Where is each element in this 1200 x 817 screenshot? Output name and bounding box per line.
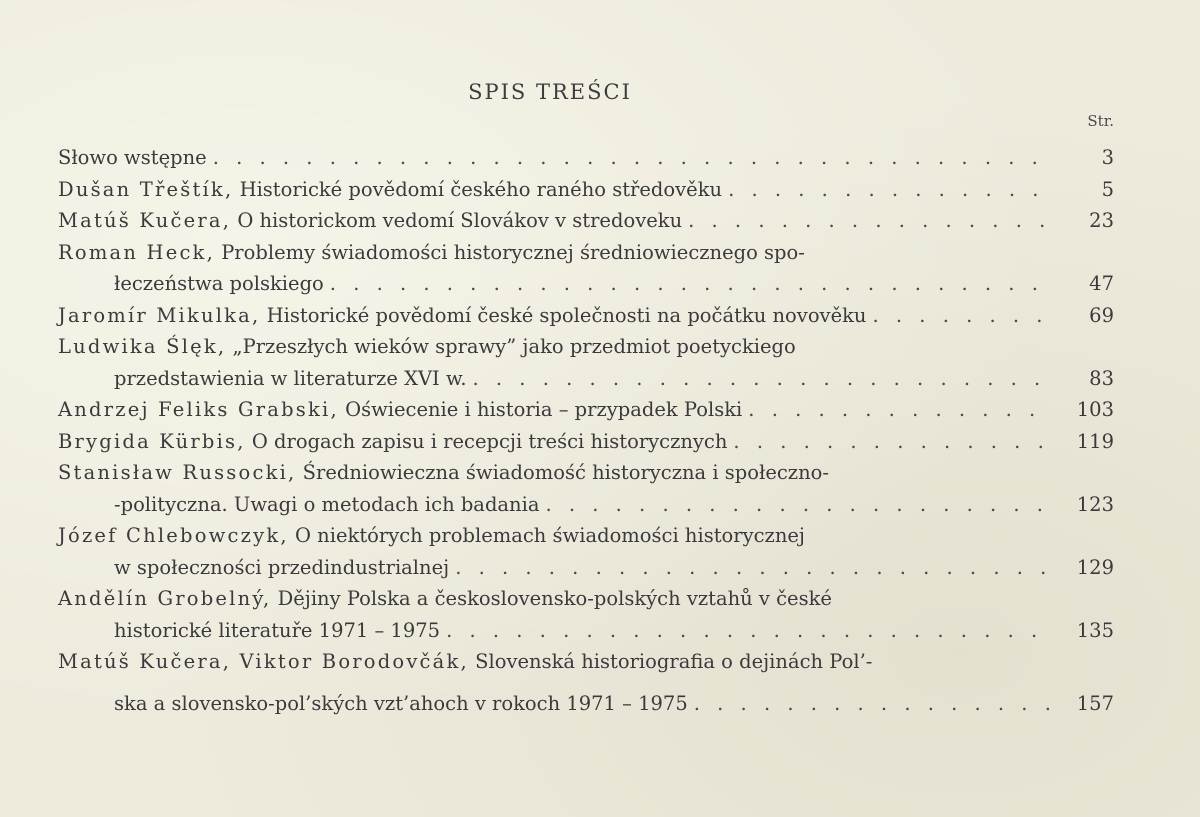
entry-author: Roman Heck, <box>58 240 215 264</box>
entry-title-line2: historické literatuře 1971 – 1975 <box>114 618 441 642</box>
entry-page: 157 <box>1076 691 1114 715</box>
entry-title-line2: -polityczna. Uwagi o metodach ich badania <box>114 492 540 516</box>
entry-page: 83 <box>1089 366 1114 390</box>
entry-title-line2: przedstawienia w literaturze XVI w. <box>114 366 467 390</box>
entry-title: O historickom vedomí Slovákov v stredoveku <box>237 209 683 232</box>
entry-author: Jaromír Mikulka, <box>58 303 261 327</box>
dot-leader <box>467 363 1054 395</box>
entry-author: Ludwika Ślęk, <box>58 335 227 358</box>
dot-leader <box>324 268 1054 300</box>
dot-leader <box>688 688 1054 720</box>
page-column-label: Str. <box>1087 112 1114 130</box>
toc-entry-heck <box>58 237 1114 300</box>
toc-entry-kucera-borodovcak <box>58 646 1114 719</box>
toc-entry-kucera <box>58 205 1114 237</box>
entry-title-line1: O niektórych problemach świadomości historycznej <box>295 524 805 547</box>
entry-title-line1: Problemy świadomości historycznej średniowiecznego spo- <box>221 240 805 264</box>
entry-page: 103 <box>1076 398 1114 421</box>
entry-page: 5 <box>1101 177 1114 201</box>
entry-title: Słowo wstępne <box>58 146 207 169</box>
entry-title-line2: łeczeństwa polskiego <box>114 272 324 295</box>
entry-author: Matúš Kučera, <box>58 209 232 232</box>
entry-title-line1: Średniowieczna świadomość historyczna i społeczno- <box>302 461 829 484</box>
entry-page: 47 <box>1089 272 1114 295</box>
entry-page: 119 <box>1076 429 1114 453</box>
toc-entry-mikulka <box>58 300 1114 332</box>
entry-page: 123 <box>1076 492 1114 516</box>
entry-page: 23 <box>1089 209 1114 232</box>
dot-leader <box>440 615 1054 647</box>
entry-title-line2: w społeczności przedindustrialnej <box>114 555 450 579</box>
dot-leader <box>449 552 1054 584</box>
entry-page: 69 <box>1089 303 1114 327</box>
entry-title: O drogach zapisu i recepcji treści historycznych <box>251 429 728 453</box>
entry-title: Oświecenie i historia – przypadek Polski <box>345 398 743 421</box>
toc-entry-kurbis <box>58 426 1114 458</box>
entry-author: Andrzej Feliks Grabski, <box>58 398 339 421</box>
dot-leader <box>867 300 1055 332</box>
toc-heading: SPIS TREŚCI <box>468 80 632 104</box>
entry-page: 3 <box>1101 146 1114 169</box>
entry-title: Historické povědomí českého raného středověku <box>239 177 723 201</box>
entry-author: Andělín Grobelný, <box>58 587 272 610</box>
entry-page: 129 <box>1076 555 1114 579</box>
dot-leader <box>539 489 1054 521</box>
toc-entry-grabski <box>58 394 1114 426</box>
toc-entry-chlebowczyk <box>58 520 1114 583</box>
entry-page: 135 <box>1076 618 1114 642</box>
entry-author: Stanisław Russocki, <box>58 461 297 484</box>
toc-entries <box>58 142 1114 719</box>
entry-title-line1: „Przeszłych wieków sprawy” jako przedmiot poetyckiego <box>232 335 796 358</box>
toc-entry-foreword <box>58 142 1114 174</box>
dot-leader <box>742 394 1054 426</box>
dot-leader <box>207 142 1054 174</box>
toc-entry-grobelny <box>58 583 1114 646</box>
toc-entry-trestik <box>58 174 1114 206</box>
entry-author: Dušan Třeštík, <box>58 177 234 201</box>
entry-title-line1: Slovenská historiografia o dejinách Pol’- <box>475 650 873 673</box>
dot-leader <box>727 426 1054 458</box>
dot-leader <box>722 174 1054 206</box>
entry-title: Historické povědomí české společnosti na počátku novověku <box>266 303 867 327</box>
entry-author: Brygida Kürbis, <box>58 429 246 453</box>
toc-entry-russocki <box>58 457 1114 520</box>
entry-author: Józef Chlebowczyk, <box>58 524 289 547</box>
entry-title-line1: Dějiny Polska a československo-polských vztahů v české <box>277 587 832 610</box>
entry-author: Matúš Kučera, Viktor Borodovčák, <box>58 650 469 673</box>
toc-entry-slek <box>58 331 1114 394</box>
dot-leader <box>682 205 1054 237</box>
entry-title-line2: ska a slovensko-pol’ských vzt’ahoch v rokoch 1971 – 1975 <box>114 691 688 715</box>
